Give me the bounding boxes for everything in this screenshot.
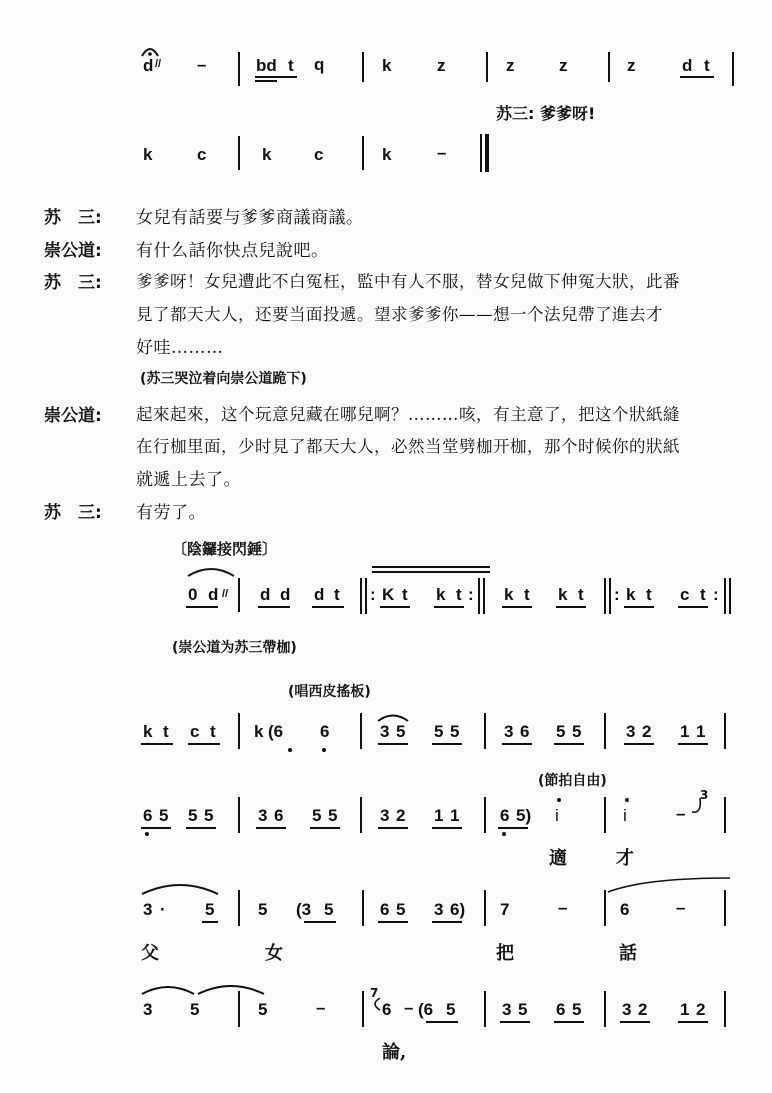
- underline: [304, 921, 336, 923]
- barline: [486, 52, 488, 82]
- score-note: 5: [324, 900, 334, 919]
- score-note: –: [437, 143, 447, 162]
- repeat-dots: :: [468, 585, 474, 604]
- barline: [238, 797, 240, 833]
- score-note: –: [558, 898, 568, 917]
- score-note: –: [316, 998, 326, 1017]
- score-note: k: [143, 722, 153, 741]
- score-note: 5: [204, 806, 214, 825]
- percussion-label: 〔陰鑼接閃錘〕: [172, 540, 278, 558]
- underline: [310, 827, 340, 829]
- score-note: 2: [638, 1000, 648, 1019]
- score-note: //: [222, 588, 229, 600]
- barline: [604, 797, 606, 833]
- underline: [678, 1021, 708, 1023]
- underline: [256, 827, 286, 829]
- score-note: 5: [188, 806, 198, 825]
- barline: [238, 578, 240, 612]
- underline: [380, 606, 410, 608]
- score-note: 3: [626, 722, 636, 741]
- score-note: 5: [159, 806, 169, 825]
- barline: [238, 52, 240, 86]
- barline: [238, 991, 240, 1027]
- underline: [680, 76, 714, 78]
- score-note: 3: [143, 1000, 153, 1019]
- barline: [362, 991, 364, 1027]
- barline: [732, 52, 734, 86]
- underline: [620, 1021, 650, 1023]
- repeat-barline: [729, 578, 731, 614]
- underline: [502, 743, 532, 745]
- underline: [556, 606, 586, 608]
- underline: [378, 921, 408, 923]
- score-note: 5: [258, 900, 268, 919]
- grace-note: 3: [700, 788, 709, 802]
- underline: [432, 743, 462, 745]
- score-note: 6: [380, 900, 390, 919]
- score-note: t: [704, 56, 710, 75]
- score-note: c: [314, 145, 324, 164]
- repeat-dots: :: [614, 585, 620, 604]
- score-note: t: [334, 585, 340, 604]
- barline: [724, 797, 726, 833]
- underline: [188, 743, 220, 745]
- score-note: d: [682, 56, 693, 75]
- dialogue-line: 有什么話你快点兒說吧。: [136, 241, 329, 261]
- score-note: 2: [696, 1000, 706, 1019]
- repeat-barline: [478, 578, 480, 614]
- barline: [484, 890, 486, 926]
- dialogue-line: 就遞上去了。: [136, 470, 241, 490]
- score-note: (6: [268, 722, 284, 741]
- barline: [362, 136, 364, 170]
- overline: [372, 566, 490, 568]
- barline: [604, 890, 606, 926]
- underline: [378, 827, 408, 829]
- score-note: 5: [518, 1000, 528, 1019]
- repeat-barline: [604, 578, 606, 614]
- barline: [604, 991, 606, 1027]
- underline: [554, 743, 584, 745]
- lyric: 才: [616, 848, 634, 869]
- underline: [426, 1021, 458, 1023]
- barline: [724, 713, 726, 749]
- tie-arc: [140, 880, 220, 896]
- speaker-name: 苏 三:: [44, 503, 102, 523]
- score-note: 5: [328, 806, 338, 825]
- score-note: t: [163, 722, 169, 741]
- dot: [145, 832, 149, 836]
- repeat-dots: :: [370, 585, 376, 604]
- score-note: t: [700, 585, 706, 604]
- barline: [238, 713, 240, 749]
- score-note: k: [262, 145, 272, 164]
- barline: [238, 136, 240, 170]
- barline: [724, 991, 726, 1027]
- score-note: 6): [450, 900, 466, 919]
- dot: [322, 748, 326, 752]
- score-note: 6: [620, 900, 630, 919]
- score-note: k: [626, 585, 636, 604]
- barline: [484, 713, 486, 749]
- score-note: 6: [520, 722, 530, 741]
- score-note: d: [260, 585, 271, 604]
- score-note: t: [210, 722, 216, 741]
- underline: [312, 606, 344, 608]
- dialogue-line: 女兒有話要与爹爹商議商議。: [136, 208, 364, 228]
- score-note: d: [143, 56, 154, 75]
- score-note: 5): [516, 806, 532, 825]
- score-note: t: [456, 585, 462, 604]
- score-note: 5: [434, 722, 444, 741]
- score-note: z: [559, 56, 568, 75]
- score-annotation: 苏三: 爹爹呀!: [496, 104, 596, 123]
- score-note: k: [382, 56, 392, 75]
- score-note: 1: [450, 806, 460, 825]
- underline: [678, 743, 708, 745]
- score-note: d: [208, 585, 219, 604]
- tie-arc: [186, 564, 236, 578]
- score-note: 1: [680, 722, 690, 741]
- underline: [378, 743, 408, 745]
- underline: [678, 606, 708, 608]
- score-note: 3: [434, 900, 444, 919]
- underline: [186, 827, 216, 829]
- score-note: 1: [696, 722, 706, 741]
- tune-label: (唱西皮搖板): [288, 684, 371, 700]
- score-note: 5: [312, 806, 322, 825]
- dialogue-line: 爹爹呀！女兒遭此不白冤枉，監中有人不服，替女兒做下伸冤大狀，此番: [136, 272, 680, 291]
- dot: [557, 798, 561, 802]
- underline: [502, 606, 532, 608]
- score-note: k: [254, 722, 264, 741]
- repeat-dots: :: [713, 585, 719, 604]
- underline: [498, 827, 528, 829]
- score-note: (6: [418, 1000, 434, 1019]
- score-note: 3: [380, 722, 390, 741]
- underline: [255, 76, 297, 78]
- barline: [362, 52, 364, 82]
- underline: [255, 80, 277, 82]
- score-note: 7: [500, 900, 510, 919]
- underline: [432, 921, 462, 923]
- score-note: d: [280, 585, 291, 604]
- barline: [484, 797, 486, 833]
- score-note: z: [627, 56, 636, 75]
- repeat-barline: [365, 578, 367, 614]
- free-beat-label: (節拍自由): [538, 773, 607, 789]
- dialogue-line: 起來起來，这个玩意兒藏在哪兒啊？………咳，有主意了，把这个狀紙縫: [136, 405, 680, 424]
- score-note: z: [506, 56, 515, 75]
- underline: [624, 606, 654, 608]
- score-note: bd: [256, 56, 277, 75]
- barline: [608, 52, 610, 82]
- grace-note: 7: [370, 986, 379, 1000]
- score-note: k: [436, 585, 446, 604]
- score-note: 5: [258, 1000, 268, 1019]
- dialogue-line: 有劳了。: [136, 503, 206, 523]
- score-note: K: [382, 585, 395, 604]
- dot: [288, 748, 292, 752]
- score-note: 5: [205, 900, 215, 919]
- score-note: 6: [556, 1000, 566, 1019]
- lyric: 女: [265, 943, 283, 964]
- score-note: i: [555, 806, 559, 825]
- score-note: 3: [502, 1000, 512, 1019]
- score-note: 5: [572, 1000, 582, 1019]
- score-note: 5: [446, 1000, 456, 1019]
- score-note: –: [404, 998, 414, 1017]
- score-note: ·: [160, 900, 166, 919]
- final-barline: [485, 134, 489, 172]
- score-note: –: [197, 55, 207, 74]
- underline: [258, 606, 290, 608]
- score-note: d: [314, 585, 325, 604]
- barline: [362, 890, 364, 926]
- dialogue-line: 見了都天大人，还要当面投遞。望求爹爹你——想一个法兒帶了進去才: [136, 305, 663, 324]
- score-note: (3: [296, 900, 312, 919]
- score-note: k: [504, 585, 514, 604]
- barline: [238, 890, 240, 926]
- lyric: 把: [496, 943, 514, 964]
- repeat-barline: [360, 578, 362, 614]
- score-note: q: [314, 55, 325, 74]
- score-note: z: [437, 56, 446, 75]
- stage-direction: (崇公道为苏三帶枷): [172, 640, 297, 656]
- speaker-name: 苏 三:: [44, 273, 102, 293]
- score-note: 1: [680, 1000, 690, 1019]
- score-note: c: [680, 585, 690, 604]
- speaker-name: 崇公道:: [44, 241, 102, 261]
- barline: [480, 134, 482, 172]
- lyric: 適: [549, 848, 567, 869]
- barline: [360, 797, 362, 833]
- score-note: 2: [396, 806, 406, 825]
- score-note: t: [288, 56, 294, 75]
- barline: [484, 991, 486, 1027]
- speaker-name: 崇公道:: [44, 406, 102, 426]
- underline: [434, 606, 464, 608]
- underline: [500, 1021, 530, 1023]
- score-note: //: [155, 58, 162, 70]
- score-note: 0: [188, 585, 198, 604]
- score-note: k: [558, 585, 568, 604]
- score-note: 1: [434, 806, 444, 825]
- score-note: t: [646, 585, 652, 604]
- tie-arc: [140, 982, 196, 996]
- underline: [432, 827, 462, 829]
- underline: [554, 1021, 584, 1023]
- score-note: 3: [622, 1000, 632, 1019]
- tie-arc: [604, 876, 734, 894]
- score-note: 3: [258, 806, 268, 825]
- score-note: t: [578, 585, 584, 604]
- dot: [502, 832, 506, 836]
- score-note: 3: [143, 900, 153, 919]
- barline: [604, 713, 606, 749]
- score-note: 3: [504, 722, 514, 741]
- dialogue-line: 在行枷里面，少时見了都天大人，必然当堂劈枷开枷，那个时候你的狀紙: [136, 437, 680, 456]
- underline: [141, 827, 171, 829]
- underline: [202, 921, 218, 923]
- score-note: c: [197, 145, 207, 164]
- lyric: 話: [619, 943, 637, 964]
- barline: [724, 890, 726, 926]
- score-note: 2: [642, 722, 652, 741]
- score-note: c: [190, 722, 200, 741]
- lyric: 論,: [382, 1042, 407, 1063]
- repeat-barline: [609, 578, 611, 614]
- repeat-barline: [483, 578, 485, 614]
- score-note: 6: [274, 806, 284, 825]
- score-note: 6: [500, 806, 510, 825]
- score-note: t: [524, 585, 530, 604]
- score-note: k: [382, 145, 392, 164]
- score-note: 6: [143, 806, 153, 825]
- score-note: 6: [320, 722, 330, 741]
- score-note: 5: [190, 1000, 200, 1019]
- dialogue-line: 好哇………: [136, 338, 224, 358]
- score-note: t: [402, 585, 408, 604]
- tie-arc: [376, 710, 410, 722]
- score-note: 5: [450, 722, 460, 741]
- score-note: i: [623, 806, 627, 825]
- overline: [372, 571, 490, 573]
- score-note: 6: [382, 1000, 392, 1019]
- score-note: –: [676, 898, 686, 917]
- underline: [141, 743, 173, 745]
- score-note: –: [676, 804, 686, 823]
- score-note: 5: [556, 722, 566, 741]
- score-note: 3: [380, 806, 390, 825]
- score-note: k: [143, 145, 153, 164]
- underline: [624, 743, 654, 745]
- score-note: 5: [396, 900, 406, 919]
- tie-arc: [196, 982, 266, 996]
- repeat-barline: [724, 578, 726, 614]
- lyric: 父: [141, 943, 159, 964]
- score-note: 5: [572, 722, 582, 741]
- speaker-name: 苏 三:: [44, 208, 102, 228]
- barline: [360, 713, 362, 749]
- score-note: 5: [396, 722, 406, 741]
- dot: [625, 798, 629, 802]
- stage-direction: (苏三哭泣着向崇公道跪下): [140, 371, 307, 387]
- underline: [186, 606, 218, 608]
